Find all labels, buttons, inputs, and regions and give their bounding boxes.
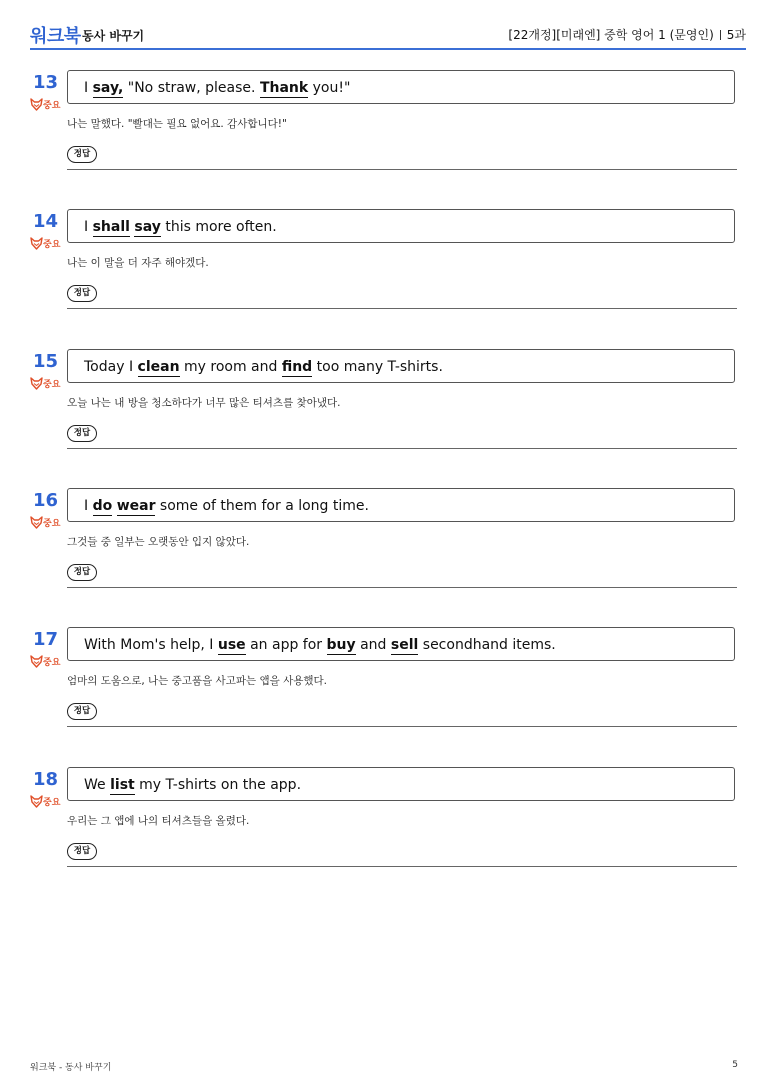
important-badge <box>30 377 60 391</box>
question-number: 17 <box>33 629 59 650</box>
question-item <box>0 767 768 887</box>
answer-button[interactable]: 정답 <box>67 703 97 720</box>
target-verb: wear <box>116 498 156 514</box>
answer-button[interactable]: 정답 <box>67 425 97 442</box>
answer-button[interactable]: 정답 <box>67 843 97 860</box>
answer-button[interactable]: 정답 <box>67 285 97 302</box>
target-verb: say <box>134 219 161 235</box>
answer-line <box>67 308 737 309</box>
sentence-box <box>67 70 735 104</box>
fox-icon <box>30 655 43 668</box>
question-item <box>0 70 768 190</box>
target-verb: list <box>110 777 135 793</box>
target-verb: Thank <box>259 80 309 96</box>
sentence-text: my T-shirts on the app. <box>134 777 302 793</box>
target-verb: buy <box>326 637 356 653</box>
question-number: 13 <box>33 72 59 93</box>
korean-translation: 우리는 그 앱에 나의 티셔츠들을 올렸다. <box>67 815 250 827</box>
korean-translation: 엄마의 도움으로, 나는 중고품을 사고파는 앱을 사용했다. <box>67 675 327 687</box>
fox-icon <box>30 377 43 390</box>
sentence-text: too many T-shirts. <box>312 359 443 375</box>
answer-line <box>67 448 737 449</box>
sentence-box <box>67 767 735 801</box>
fox-icon <box>30 237 43 250</box>
important-badge <box>30 237 60 251</box>
question-number: 16 <box>33 490 59 511</box>
question-item <box>0 627 768 747</box>
target-verb: clean <box>137 359 180 375</box>
answer-button[interactable]: 정답 <box>67 564 97 581</box>
page-header <box>30 20 746 50</box>
sentence-box <box>67 209 735 243</box>
target-verb: use <box>217 637 246 653</box>
korean-translation: 오늘 나는 내 방을 청소하다가 너무 많은 티셔츠를 찾아냈다. <box>67 397 341 409</box>
page-number: 5 <box>732 1060 738 1070</box>
target-verb: shall <box>92 219 130 235</box>
sentence-box <box>67 488 735 522</box>
question-item <box>0 488 768 608</box>
target-verb: do <box>92 498 113 514</box>
fox-icon <box>30 98 43 111</box>
important-label: 중요 <box>43 101 61 111</box>
sentence-box <box>67 627 735 661</box>
answer-line <box>67 726 737 727</box>
sentence-box <box>67 349 735 383</box>
important-badge <box>30 98 60 112</box>
sentence-text: We <box>84 777 111 793</box>
important-label: 중요 <box>43 380 61 390</box>
target-verb: say, <box>92 80 124 96</box>
korean-translation: 나는 이 말을 더 자주 해야겠다. <box>67 257 209 269</box>
korean-translation: 나는 말했다. "빨대는 필요 없어요. 감사합니다!" <box>67 118 287 130</box>
sentence-text: and <box>355 637 391 653</box>
important-badge <box>30 795 60 809</box>
fox-icon <box>30 795 43 808</box>
footer-title: 워크북 - 동사 바꾸기 <box>30 1063 112 1073</box>
sentence-text: some of them for a long time. <box>155 498 369 514</box>
question-item <box>0 349 768 469</box>
question-number: 18 <box>33 769 59 790</box>
question-number: 14 <box>33 211 59 232</box>
brand-title: 워크북 <box>30 26 81 47</box>
answer-line <box>67 866 737 867</box>
question-number: 15 <box>33 351 59 372</box>
sentence-text: you!" <box>308 80 351 96</box>
important-label: 중요 <box>43 240 61 250</box>
important-badge <box>30 655 60 669</box>
sentence-text: I <box>84 498 93 514</box>
answer-line <box>67 587 737 588</box>
important-badge <box>30 516 60 530</box>
sentence-text: With Mom's help, I <box>84 637 218 653</box>
important-label: 중요 <box>43 519 61 529</box>
sentence-text: this more often. <box>160 219 277 235</box>
sentence-text: I <box>84 80 93 96</box>
target-verb: find <box>281 359 313 375</box>
course-info <box>508 26 746 43</box>
answer-line <box>67 169 737 170</box>
lesson-label: 5과 <box>726 28 746 42</box>
header-separator <box>720 30 721 40</box>
target-verb: sell <box>390 637 419 653</box>
korean-translation: 그것들 중 일부는 오랫동안 입지 않았다. <box>67 536 250 548</box>
answer-button[interactable]: 정답 <box>67 146 97 163</box>
sentence-text: my room and <box>179 359 282 375</box>
worksheet-subtitle: 동사 바꾸기 <box>82 29 145 43</box>
sentence-text: I <box>84 219 93 235</box>
course-name: [22개정][미래엔] 중학 영어 1 (문영인) <box>508 28 714 42</box>
important-label: 중요 <box>43 658 61 668</box>
question-item <box>0 209 768 329</box>
important-label: 중요 <box>43 798 61 808</box>
sentence-text: Today I <box>84 359 138 375</box>
sentence-text: secondhand items. <box>418 637 556 653</box>
sentence-text: "No straw, please. <box>123 80 260 96</box>
fox-icon <box>30 516 43 529</box>
sentence-text: an app for <box>245 637 327 653</box>
